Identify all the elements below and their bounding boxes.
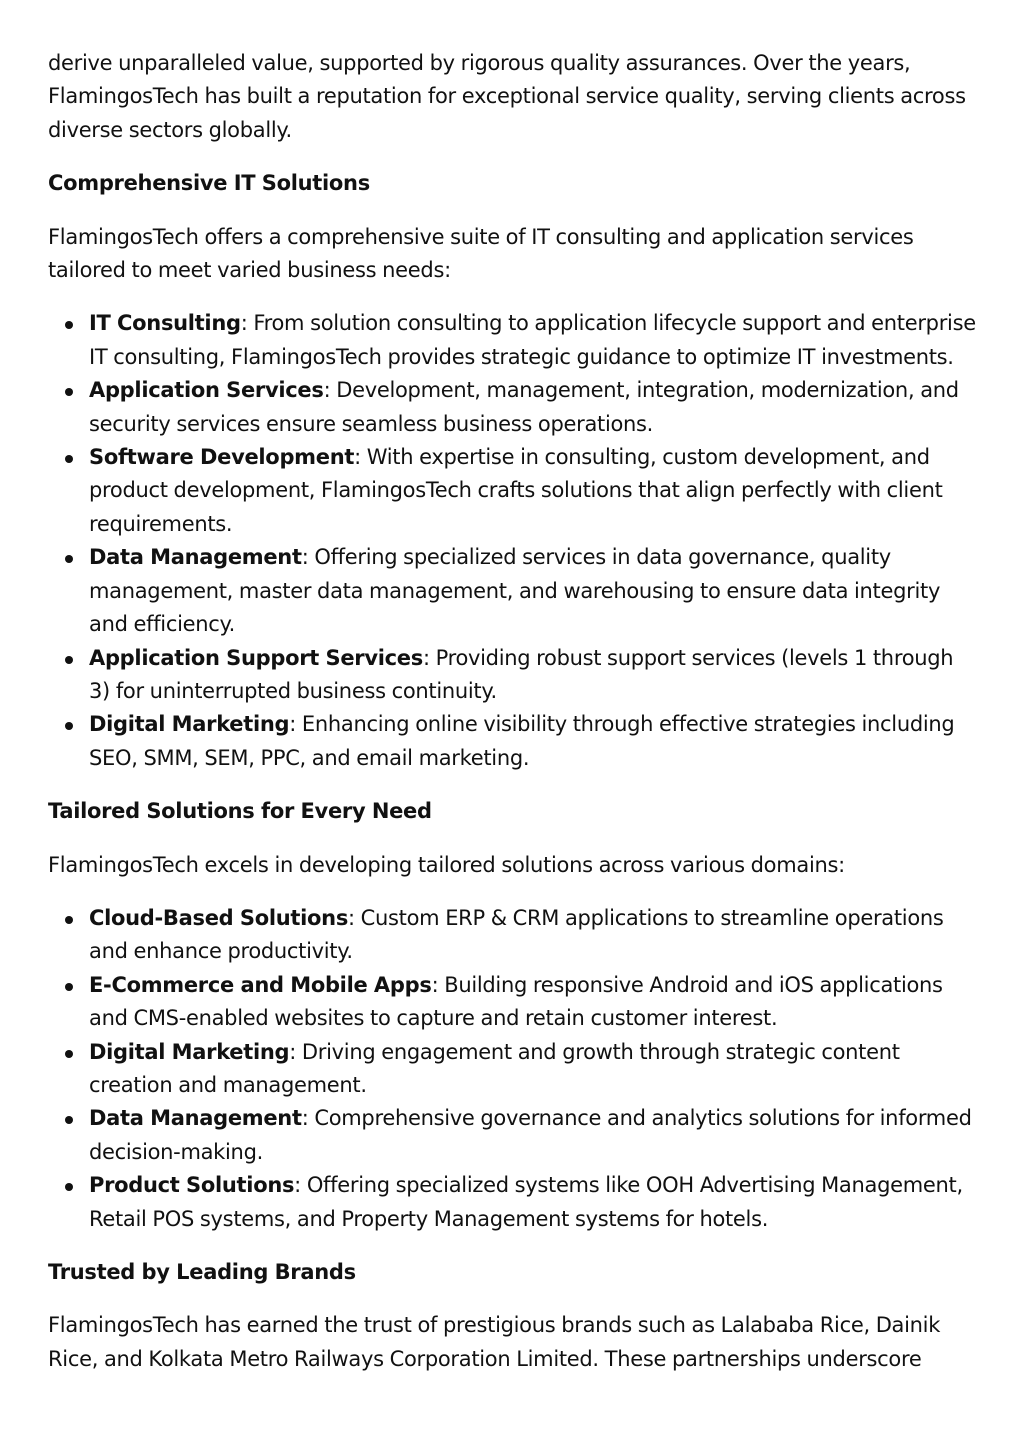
bullet-icon — [65, 1116, 73, 1124]
article-body — [48, 47, 978, 1376]
list-item-term: Software Development — [89, 445, 355, 470]
section-heading-trusted-brands: Trusted by Leading Brands — [48, 1260, 356, 1284]
list-item-desc: : Building responsive Android and iOS applications and CMS-enabled websites to capture and retain customer interest. — [89, 972, 943, 1031]
bullet-icon — [65, 455, 73, 463]
section-intro-it-solutions: FlamingosTech offers a comprehensive suite of IT consulting and application services tailored to meet varied business needs: — [48, 224, 914, 283]
list-item — [48, 708, 978, 775]
list-item-term: Digital Marketing — [89, 1039, 290, 1064]
bullet-icon — [65, 555, 73, 563]
list-item — [48, 969, 978, 1036]
bullet-icon — [65, 388, 73, 396]
list-item — [48, 307, 978, 374]
list-item-term: Product Solutions — [89, 1173, 295, 1198]
bullet-icon — [65, 1183, 73, 1191]
intro-paragraph: derive unparalleled value, supported by rigorous quality assurances. Over the years, FlamingosTech has built a reputation for exceptional service quality, serving clients across diverse sectors globally. — [48, 51, 966, 142]
list-item-term: Application Services — [89, 378, 324, 403]
list-item-desc: : Custom ERP & CRM applications to streamline operations and enhance productivity. — [89, 905, 944, 964]
list-item-term: Digital Marketing — [89, 712, 290, 737]
section-heading-tailored-solutions: Tailored Solutions for Every Need — [48, 799, 432, 824]
section-heading-it-solutions: Comprehensive IT Solutions — [48, 171, 370, 196]
list-item — [48, 1036, 978, 1103]
list-item — [48, 1169, 978, 1236]
list-item — [48, 1102, 978, 1169]
list-item-term: Data Management — [89, 1106, 302, 1131]
bullet-icon — [65, 916, 73, 924]
section-intro-tailored-solutions: FlamingosTech excels in developing tailored solutions across various domains: — [48, 852, 845, 877]
bullet-icon — [65, 1050, 73, 1058]
list-item-desc: : Offering specialized services in data governance, quality management, master data management, and warehousing to ensure data integrity and efficiency. — [89, 545, 941, 637]
bullet-icon — [65, 722, 73, 730]
list-item-desc: : Development, management, integration, modernization, and security services ensure seamless business operations. — [89, 378, 959, 436]
section-intro-trusted-brands: FlamingosTech has earned the trust of prestigious brands such as Lalababa Rice, Dainik Rice, and Kolkata Metro Railways Corporation Limited. These partnerships underscore — [48, 1313, 941, 1371]
bullet-icon — [65, 321, 73, 329]
list-item — [48, 902, 978, 969]
list-item-desc: : Providing robust support services (levels 1 through 3) for uninterrupted business continuity. — [89, 645, 954, 703]
list-item-term: Application Support Services — [89, 645, 423, 670]
list-item-desc: : Enhancing online visibility through effective strategies including SEO, SMM, SEM, PPC, and email marketing. — [89, 712, 955, 770]
list-item-term: IT Consulting — [89, 311, 241, 336]
list-item-desc: : With expertise in consulting, custom development, and product development, FlamingosTech crafts solutions that align perfectly with client requirements. — [89, 445, 943, 536]
list-item — [48, 374, 978, 441]
list-item-term: E-Commerce and Mobile Apps — [89, 972, 432, 997]
list-item-desc: : Comprehensive governance and analytics solutions for informed decision-making. — [89, 1106, 972, 1164]
it-solutions-list — [48, 307, 978, 775]
list-item-term: Data Management — [89, 545, 302, 570]
list-item — [48, 441, 978, 541]
list-item — [48, 642, 978, 709]
list-item-desc: : Driving engagement and growth through strategic content creation and management. — [89, 1039, 900, 1097]
list-item-desc: : From solution consulting to application lifecycle support and enterprise IT consulting, FlamingosTech provides strategic guidance to optimize IT investments. — [89, 311, 976, 369]
bullet-icon — [65, 983, 73, 991]
tailored-solutions-list — [48, 902, 978, 1236]
list-item-desc: : Offering specialized systems like OOH Advertising Management, Retail POS systems, and Property Management systems for hotels. — [89, 1173, 963, 1231]
list-item — [48, 541, 978, 641]
list-item-term: Cloud-Based Solutions — [89, 905, 349, 930]
bullet-icon — [65, 656, 73, 664]
